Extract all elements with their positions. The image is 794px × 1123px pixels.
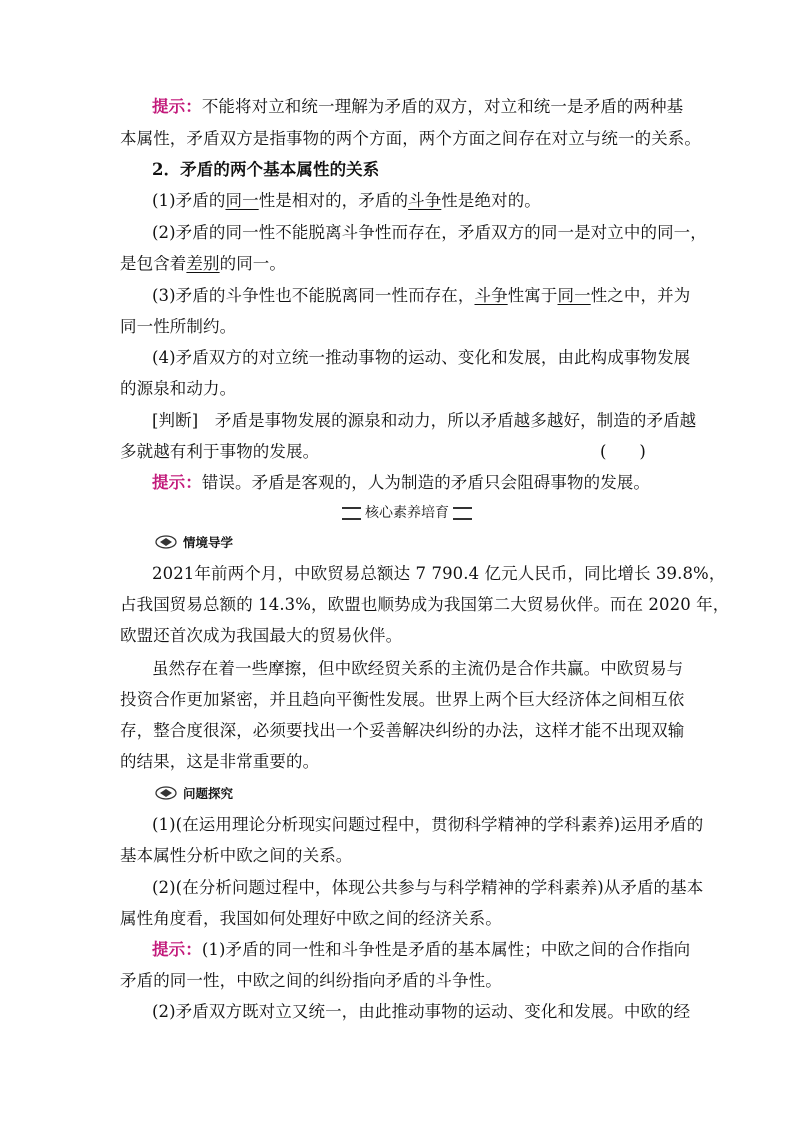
- question-2-continued: 属性角度看，我国如何处理好中欧之间的经济关系。: [120, 909, 502, 928]
- paragraph-4: (4)矛盾双方的对立统一推动事物的运动、变化和发展，由此构成事物发展: [152, 348, 691, 367]
- question-2: (2)(在分析问题过程中，体现公共参与与科学精神的学科素养)从矛盾的基本: [152, 878, 704, 897]
- section-heading: 2．矛盾的两个基本属性的关系: [152, 160, 380, 179]
- scenario-heading: 情境导学: [155, 533, 233, 551]
- paragraph-2: (2)矛盾的同一性不能脱离斗争性而存在，矛盾双方的同一是对立中的同一，: [152, 223, 707, 242]
- paragraph-1: (1)矛盾的同一性是相对的，矛盾的斗争性是绝对的。: [152, 191, 541, 210]
- hint-text: 不能将对立和统一理解为矛盾的双方，对立和统一是矛盾的两种基: [201, 97, 684, 116]
- hint-line-3: 提示：(1)矛盾的同一性和斗争性是矛盾的基本属性；中欧之间的合作指向: [152, 940, 691, 959]
- answer-2: (2)矛盾双方既对立又统一，由此推动事物的运动、变化和发展。中欧的经: [152, 1002, 691, 1021]
- scenario-paragraph-1-line3: 欧盟还首次成为我国最大的贸易伙伴。: [120, 626, 403, 645]
- judgment-question: [判断] 矛盾是事物发展的源泉和动力，所以矛盾越多越好，制造的矛盾越: [152, 411, 697, 430]
- question-1-continued: 基本属性分析中欧之间的关系。: [120, 846, 353, 865]
- paragraph-3-continued: 同一性所制约。: [120, 317, 237, 336]
- hint-label: 提示：: [152, 473, 202, 492]
- hint-label: 提示：: [152, 940, 202, 959]
- section-banner: [342, 503, 472, 523]
- paragraph-2-continued: 是包含着差别的同一。: [120, 254, 287, 273]
- judgment-question-continued: 多就越有利于事物的发展。: [120, 442, 320, 461]
- guide-icon: [155, 786, 177, 800]
- paragraph-3: (3)矛盾的斗争性也不能脱离同一性而存在，斗争性寓于同一性之中，并为: [152, 286, 691, 305]
- scenario-paragraph-2-line2: 投资合作更加紧密，并且趋向平衡性发展。世界上两个巨大经济体之间相互依: [120, 690, 685, 709]
- answer-parentheses: ( ): [600, 442, 646, 461]
- scenario-paragraph-1: 2021年前两个月，中欧贸易总额达 7 790.4 亿元人民币，同比增长 39.8%，: [152, 564, 726, 583]
- inquiry-heading: 问题探究: [155, 784, 233, 802]
- hint-line-2: 提示：错误。矛盾是客观的，人为制造的矛盾只会阻碍事物的发展。: [152, 473, 651, 492]
- scenario-paragraph-2-line4: 的结果，这是非常重要的。: [120, 752, 320, 771]
- scenario-paragraph-2-line3: 存，整合度很深，必须要找出一个妥善解决纠纷的办法，这样才能不出现双输: [120, 721, 685, 740]
- guide-icon: [155, 535, 177, 549]
- question-1: (1)(在运用理论分析现实问题过程中，贯彻科学精神的学科素养)运用矛盾的: [152, 815, 704, 834]
- scenario-paragraph-2: 虽然存在着一些摩擦，但中欧经贸关系的主流仍是合作共赢。中欧贸易与: [152, 659, 684, 678]
- section-banner-label: 核心素养培育: [361, 505, 453, 521]
- hint-label: 提示：: [152, 97, 202, 116]
- scenario-paragraph-1-line2: 占我国贸易总额的 14.3%，欧盟也顺势成为我国第二大贸易伙伴。而在 2020 年，: [120, 595, 730, 614]
- hint-line: [152, 96, 684, 118]
- paragraph-4-continued: 的源泉和动力。: [120, 379, 237, 398]
- hint-line-continued: 本属性，矛盾双方是指事物的两个方面，两个方面之间存在对立与统一的关系。: [120, 129, 701, 148]
- hint-line-3-continued: 矛盾的同一性，中欧之间的纠纷指向矛盾的斗争性。: [120, 971, 502, 990]
